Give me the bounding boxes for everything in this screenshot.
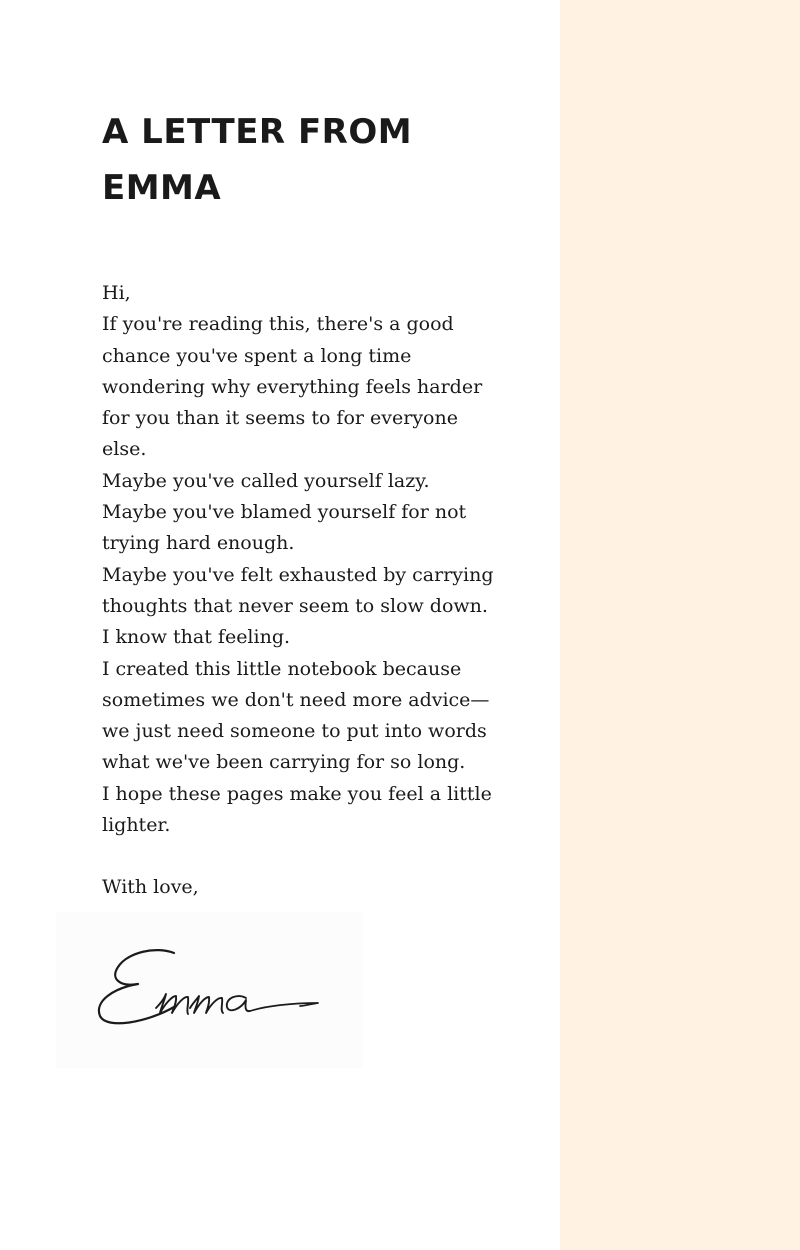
title-line-1: A LETTER FROM: [102, 112, 413, 152]
closing: With love,: [102, 876, 199, 899]
body-line: Maybe you've blamed yourself for not: [102, 501, 467, 524]
body-line: Maybe you've felt exhausted by carrying: [102, 563, 494, 586]
body-line: sometimes we don't need more advice—: [102, 688, 490, 711]
body-line: wondering why everything feels harder: [102, 375, 483, 398]
side-panel: [560, 0, 800, 1250]
body-line: what we've been carrying for so long.: [102, 751, 466, 774]
body-line: lighter.: [102, 814, 171, 837]
signature-emma: [56, 912, 362, 1068]
body-line: thoughts that never seem to slow down.: [102, 594, 488, 617]
body-line: chance you've spent a long time: [102, 344, 412, 367]
body-line: I hope these pages make you feel a little: [102, 782, 492, 805]
letter-content: [102, 104, 522, 904]
body-line: we just need someone to put into words: [102, 720, 487, 743]
body-line: else.: [102, 438, 147, 461]
page-title: [102, 104, 522, 216]
letter-body: [102, 278, 522, 904]
body-line: for you than it seems to for everyone: [102, 407, 458, 430]
body-line: Maybe you've called yourself lazy.: [102, 469, 430, 492]
title-line-2: EMMA: [102, 168, 222, 208]
body-line: trying hard enough.: [102, 532, 295, 555]
body-line: If you're reading this, there's a good: [102, 313, 454, 336]
body-line: I created this little notebook because: [102, 657, 462, 680]
body-line: I know that feeling.: [102, 626, 291, 649]
greeting: Hi,: [102, 282, 131, 304]
signature-image: [56, 912, 362, 1068]
